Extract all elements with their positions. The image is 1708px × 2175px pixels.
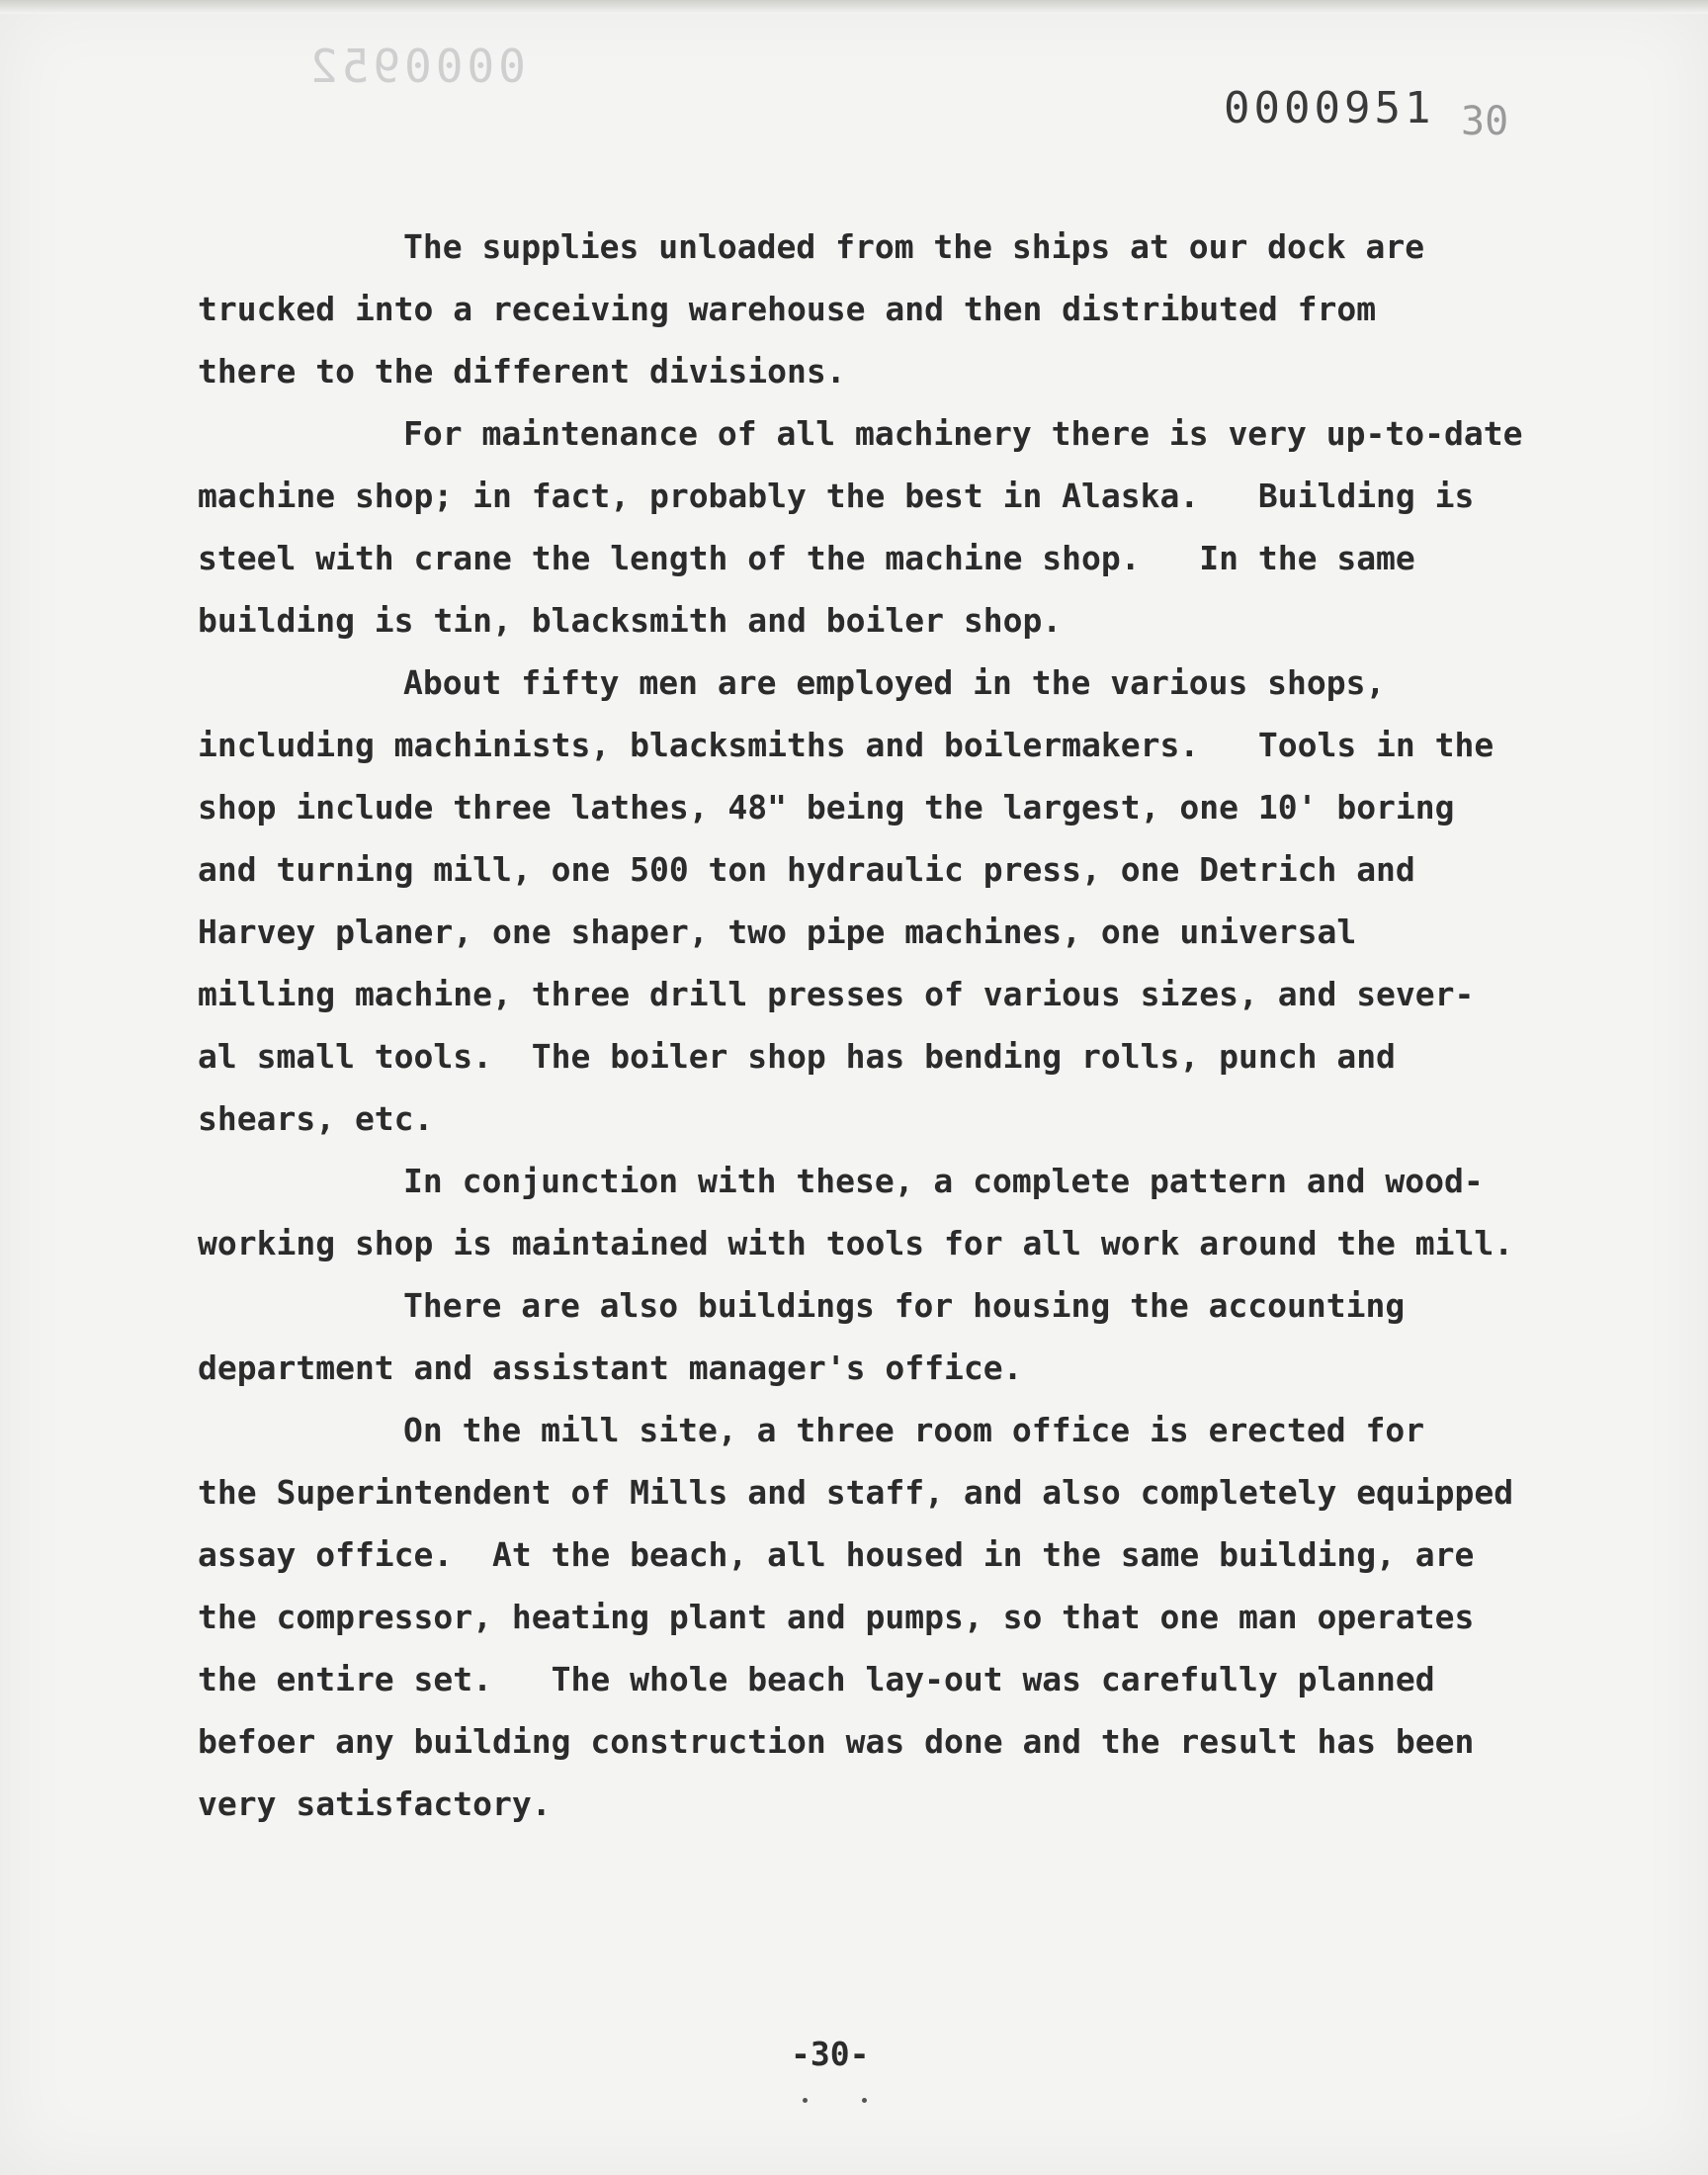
text-line: and turning mill, one 500 ton hydraulic press, one Detrich and	[198, 850, 1415, 889]
text-line: assay office. At the beach, all housed in the same building, are	[198, 1535, 1475, 1574]
text-line: working shop is maintained with tools for all work around the mill.	[198, 1224, 1514, 1262]
text-line: About fifty men are employed in the various shops,	[403, 663, 1386, 702]
text-line: the Superintendent of Mills and staff, and also completely equipped	[198, 1473, 1514, 1512]
paragraph-4	[198, 1150, 1552, 1274]
paragraph-2	[198, 402, 1552, 652]
page-number: -30-	[791, 2035, 870, 2073]
paragraph-1	[198, 216, 1552, 402]
text-line: In conjunction with these, a complete pattern and wood-	[403, 1162, 1484, 1200]
text-line: milling machine, three drill presses of various sizes, and sever-	[198, 975, 1475, 1013]
ghost-stamp-impression: 0000952	[306, 40, 526, 93]
text-line: There are also buildings for housing the accounting	[403, 1286, 1406, 1325]
speck-mark	[862, 2098, 867, 2103]
typewritten-body	[198, 216, 1552, 1835]
text-line: al small tools. The boiler shop has bending rolls, punch and	[198, 1037, 1396, 1076]
text-line: very satisfactory.	[198, 1784, 552, 1823]
text-line: The supplies unloaded from the ships at our dock are	[403, 227, 1425, 266]
text-line: there to the different divisions.	[198, 352, 846, 391]
text-line: machine shop; in fact, probably the best in Alaska. Building is	[198, 477, 1475, 515]
text-line: shears, etc.	[198, 1099, 434, 1138]
text-line: shop include three lathes, 48" being the largest, one 10' boring	[198, 788, 1455, 826]
paragraph-5	[198, 1274, 1552, 1399]
document-id-stamp: 0000951	[1224, 83, 1435, 133]
text-line: including machinists, blacksmiths and boilermakers. Tools in the	[198, 726, 1494, 764]
text-line: the entire set. The whole beach lay-out was carefully planned	[198, 1660, 1435, 1698]
text-line: On the mill site, a three room office is erected for	[403, 1411, 1425, 1449]
paragraph-3	[198, 652, 1552, 1150]
paragraph-6	[198, 1399, 1552, 1835]
text-line: steel with crane the length of the machine shop. In the same	[198, 539, 1415, 577]
page-top-edge	[0, 0, 1708, 14]
text-line: the compressor, heating plant and pumps, so that one man operates	[198, 1598, 1475, 1636]
text-line: building is tin, blacksmith and boiler shop.	[198, 601, 1063, 640]
text-line: For maintenance of all machinery there is very up-to-date	[403, 414, 1523, 453]
text-line: trucked into a receiving warehouse and then distributed from	[198, 290, 1377, 328]
corner-page-mark: 30	[1461, 99, 1509, 144]
text-line: befoer any building construction was done and the result has been	[198, 1722, 1475, 1761]
text-line: department and assistant manager's office.	[198, 1348, 1023, 1387]
text-line: Harvey planer, one shaper, two pipe machines, one universal	[198, 913, 1357, 951]
speck-mark	[803, 2098, 808, 2103]
